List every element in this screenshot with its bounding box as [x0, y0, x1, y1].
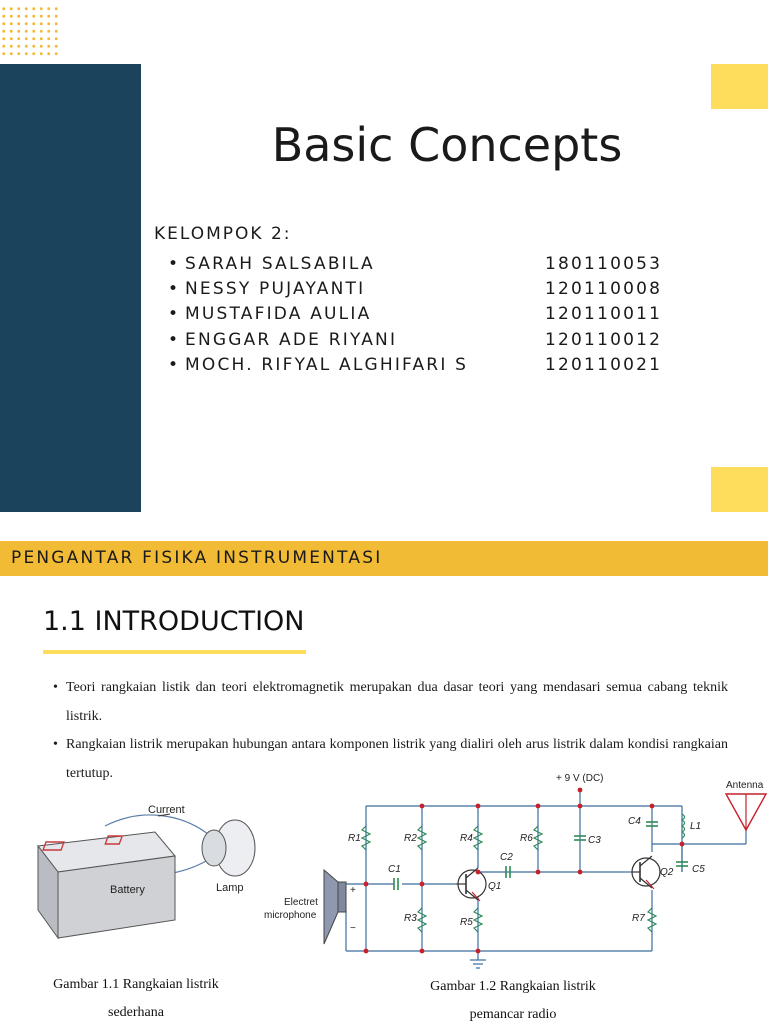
- bullet: •: [168, 329, 181, 350]
- label-r4: R4: [460, 833, 473, 844]
- label-c4: C4: [628, 816, 641, 827]
- navy-side-panel: [0, 64, 141, 512]
- label-r1: R1: [348, 833, 361, 844]
- member-name: ENGGAR ADE RIYANI: [185, 329, 398, 350]
- course-banner-text: PENGANTAR FISIKA INSTRUMENTASI: [11, 548, 383, 568]
- label-c5: C5: [692, 864, 705, 875]
- page-title: Basic Concepts: [271, 118, 623, 172]
- paragraph-text: Rangkaian listrik merupakan hubungan antara komponen listrik yang dialiri oleh arus listrik dalam kondisi rangkaian tertutup.: [66, 737, 728, 781]
- member-id: 120110012: [545, 329, 663, 350]
- member-id: 120110008: [545, 279, 663, 300]
- label-l1: L1: [690, 821, 702, 832]
- label-q1: Q1: [488, 881, 502, 892]
- member-id: 120110021: [545, 354, 663, 375]
- bullet: •: [168, 304, 181, 325]
- figure-radio-transmitter: [262, 768, 768, 973]
- label-battery: Battery: [110, 884, 145, 896]
- microphone: [324, 870, 346, 944]
- bullet: •: [53, 737, 58, 752]
- figure2-caption: [412, 973, 614, 1029]
- label-r5: R5: [460, 917, 473, 928]
- bullet: •: [53, 680, 58, 695]
- bullet: •: [168, 254, 181, 274]
- label-plus: +: [350, 885, 356, 896]
- caption-line: Gambar 1.1 Rangkaian listrik: [53, 977, 219, 992]
- dot-pattern: [0, 5, 60, 60]
- figure1-caption: [40, 971, 232, 1027]
- member-id: 120110011: [545, 304, 663, 325]
- circuit-wires: [346, 790, 746, 960]
- member-item: [168, 304, 708, 329]
- transistor-q2: [632, 856, 660, 889]
- member-item: [168, 279, 708, 304]
- figure-simple-circuit: [30, 798, 270, 948]
- member-item: [168, 355, 708, 380]
- member-name: NESSY PUJAYANTI: [185, 279, 366, 300]
- member-id: 180110053: [545, 254, 663, 274]
- caption-line: Gambar 1.2 Rangkaian listrik: [430, 979, 596, 994]
- yellow-square-bottom: [711, 467, 768, 512]
- label-r2: R2: [404, 833, 417, 844]
- caption-line: pemancar radio: [469, 1007, 557, 1022]
- label-mic: Electret: [284, 897, 318, 908]
- member-item: [168, 330, 708, 355]
- label-c2: C2: [500, 852, 513, 863]
- member-list: [168, 254, 708, 380]
- label-r3: R3: [404, 913, 417, 924]
- label-antenna: Antenna: [726, 780, 764, 791]
- wire: [105, 815, 208, 834]
- paragraph: [53, 673, 728, 731]
- label-c3: C3: [588, 835, 601, 846]
- label-q2: Q2: [660, 867, 674, 878]
- label-mic: microphone: [264, 910, 317, 921]
- member-name: MUSTAFIDA AULIA: [185, 304, 372, 325]
- caption-line: sederhana: [108, 1005, 164, 1020]
- group-label: KELOMPOK 2:: [154, 224, 292, 244]
- member-item: [168, 254, 708, 279]
- bullet: •: [168, 354, 181, 375]
- label-c1: C1: [388, 864, 401, 875]
- paragraph-text: Teori rangkaian listik dan teori elektromagnetik merupakan dua dasar teori yang mendasari semua cabang teknik listrik.: [66, 680, 728, 724]
- label-lamp: Lamp: [216, 882, 244, 894]
- section-heading: 1.1 INTRODUCTION: [43, 606, 305, 637]
- ground-symbol: [470, 960, 486, 968]
- label-current: Current: [148, 804, 185, 816]
- yellow-square-top: [711, 64, 768, 109]
- heading-underline: [43, 650, 306, 654]
- label-supply: + 9 V (DC): [556, 773, 604, 784]
- member-name: SARAH SALSABILA: [185, 254, 375, 274]
- label-r6: R6: [520, 833, 533, 844]
- lamp-bulb: [202, 830, 226, 866]
- antenna: [726, 794, 766, 830]
- label-r7: R7: [632, 913, 645, 924]
- label-minus: −: [350, 923, 356, 934]
- member-name: MOCH. RIFYAL ALGHIFARI S: [185, 354, 469, 375]
- bullet: •: [168, 279, 181, 300]
- transistor-q1: [456, 868, 486, 901]
